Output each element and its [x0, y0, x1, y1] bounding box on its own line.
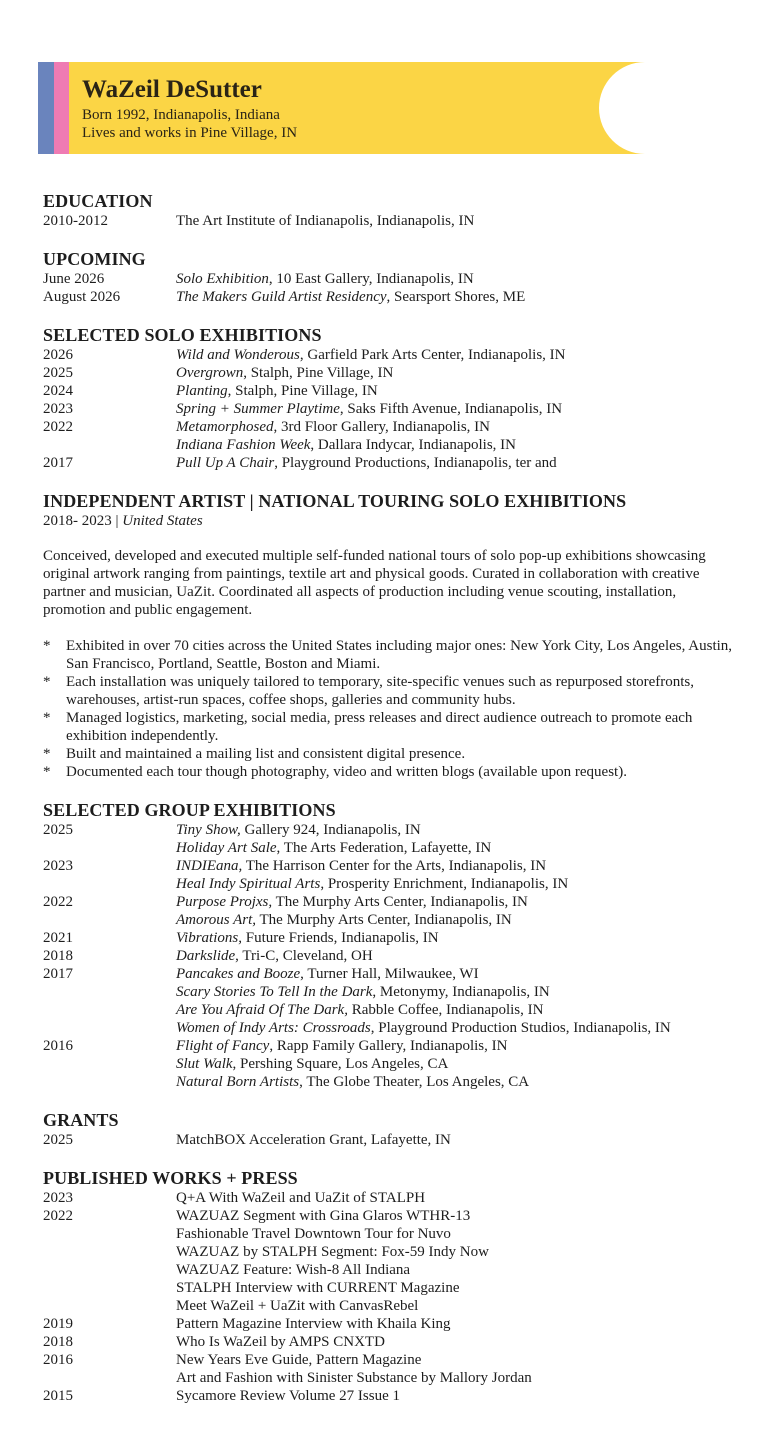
upcoming-section	[43, 248, 743, 306]
entry-year	[43, 436, 176, 454]
location: United States	[122, 513, 203, 529]
education-section	[43, 190, 743, 230]
entry-details: , Dallara Indycar, Indianapolis, IN	[310, 437, 516, 453]
entry-details: Who Is WaZeil by AMPS CNXTD	[176, 1334, 385, 1350]
entry-text	[176, 965, 479, 983]
entry-row	[43, 418, 743, 436]
entry-details: WAZUAZ Segment with Gina Glaros WTHR-13	[176, 1208, 471, 1224]
entry-details: Meet WaZeil + UaZit with CanvasRebel	[176, 1298, 419, 1314]
entry-details: The Art Institute of Indianapolis, Indianapolis, IN	[176, 213, 475, 229]
entry-details: MatchBOX Acceleration Grant, Lafayette, IN	[176, 1132, 451, 1148]
entry-row	[43, 1055, 743, 1073]
entry-year	[43, 1073, 176, 1091]
entry-details: The Murphy Arts Center, Indianapolis, IN	[272, 894, 528, 910]
entry-year: 2017	[43, 455, 73, 471]
entry-details: , Pershing Square, Los Angeles, CA	[232, 1056, 449, 1072]
entry-row	[43, 382, 743, 400]
entry-row	[43, 1207, 743, 1225]
entry-row	[43, 1243, 743, 1261]
section-heading: INDEPENDENT ARTIST | NATIONAL TOURING SOLO EXHIBITIONS	[43, 491, 627, 511]
entry-text	[176, 1279, 459, 1297]
entry-year: 2023	[43, 1190, 73, 1206]
entry-title: Vibrations,	[176, 930, 242, 946]
residence-info: Lives and works in Pine Village, IN	[82, 125, 298, 141]
entry-text	[176, 1001, 543, 1019]
entry-details: , Stalph, Pine Village, IN	[227, 383, 378, 399]
entry-details: , Saks Fifth Avenue, Indianapolis, IN	[339, 401, 563, 417]
entry-year: 2019	[43, 1316, 73, 1332]
entry-text	[176, 839, 491, 857]
entry-text	[176, 454, 557, 472]
entry-row	[43, 454, 743, 472]
entry-row	[43, 346, 743, 364]
entry-details: Rabble Coffee, Indianapolis, IN	[347, 1002, 544, 1018]
entry-details: , 10 East Gallery, Indianapolis, IN	[268, 271, 474, 287]
entry-details: , Prosperity Enrichment, Indianapolis, IN	[320, 876, 569, 892]
entry-title: Amorous Art,	[176, 912, 257, 928]
header-banner	[38, 62, 648, 154]
entry-text	[176, 1261, 410, 1279]
entry-details: The Murphy Arts Center, Indianapolis, IN	[256, 912, 512, 928]
date-range: 2018- 2023 |	[43, 513, 123, 529]
entry-text	[176, 1019, 671, 1037]
entry-year: 2016	[43, 1352, 73, 1368]
entry-title: Holiday Art Sale	[176, 840, 277, 856]
section-heading: EDUCATION	[43, 191, 153, 211]
entry-row	[43, 1189, 743, 1207]
entry-row	[43, 1297, 743, 1315]
blue-stripe	[38, 62, 54, 154]
entry-year: 2018	[43, 1334, 73, 1350]
entry-text	[176, 911, 512, 929]
entry-text	[176, 364, 393, 382]
entry-title: Indiana Fashion Week	[176, 437, 311, 453]
entry-text	[176, 1351, 421, 1369]
entry-year	[43, 983, 176, 1001]
entry-details: New Years Eve Guide, Pattern Magazine	[176, 1352, 422, 1368]
section-heading: SELECTED SOLO EXHIBITIONS	[43, 325, 322, 345]
bullet-item: * Each installation was uniquely tailored to temporary, site-specific venues such as repurposed storefronts, warehouses, artist-run spaces, coffee shops, galleries and community hubs.	[43, 673, 733, 709]
entry-row	[43, 821, 743, 839]
entry-text	[176, 270, 474, 288]
entry-title: Solo Exhibition	[176, 271, 269, 287]
entry-title: Wild and Wonderous	[176, 347, 300, 363]
entry-year: 2015	[43, 1388, 73, 1404]
entry-text	[176, 875, 568, 893]
entry-details: , Stalph, Pine Village, IN	[243, 365, 394, 381]
entry-year: 2022	[43, 894, 73, 910]
entry-title: Heal Indy Spiritual Arts	[176, 876, 321, 892]
entry-year: 2022	[43, 419, 73, 435]
entry-title: Flight of Fancy	[176, 1038, 270, 1054]
entry-details: , Playground Productions, Indianapolis, ter and	[274, 455, 557, 471]
birth-info: Born 1992, Indianapolis, Indiana	[82, 107, 280, 123]
section-heading: PUBLISHED WORKS + PRESS	[43, 1168, 298, 1188]
entry-year: 2024	[43, 383, 73, 399]
entry-row	[43, 1315, 743, 1333]
entry-row	[43, 983, 743, 1001]
section-heading: UPCOMING	[43, 249, 146, 269]
entry-details: Pattern Magazine Interview with Khaila King	[176, 1316, 451, 1332]
entry-text	[176, 288, 525, 306]
entry-text	[176, 1055, 448, 1073]
entry-year	[43, 1297, 176, 1315]
entry-year: 2023	[43, 858, 73, 874]
entry-text	[176, 821, 421, 839]
entry-title: The Makers Guild Artist Residency	[176, 289, 387, 305]
entry-title: Natural Born Artists	[176, 1074, 300, 1090]
entry-text	[176, 1207, 470, 1225]
section-heading: GRANTS	[43, 1110, 119, 1130]
entry-details: WAZUAZ by STALPH Segment: Fox-59 Indy Now	[176, 1244, 489, 1260]
entry-row	[43, 364, 743, 382]
entry-details: , Garfield Park Arts Center, Indianapolis, IN	[299, 347, 566, 363]
entry-year: 2017	[43, 966, 73, 982]
entry-row	[43, 1369, 743, 1387]
entry-details: , The Globe Theater, Los Angeles, CA	[299, 1074, 530, 1090]
entry-details: , Rapp Family Gallery, Indianapolis, IN	[269, 1038, 508, 1054]
entry-text	[176, 983, 550, 1001]
cv-content	[43, 190, 743, 1423]
touring-dates	[43, 512, 743, 530]
entry-details: , The Arts Federation, Lafayette, IN	[276, 840, 492, 856]
press-section	[43, 1167, 743, 1405]
entry-details: , Turner Hall, Milwaukee, WI	[300, 966, 479, 982]
entry-text	[176, 1297, 418, 1315]
entry-row	[43, 1225, 743, 1243]
entry-row	[43, 436, 743, 454]
entry-row	[43, 1387, 743, 1405]
entry-text	[176, 418, 490, 436]
entry-row	[43, 1351, 743, 1369]
entry-year: 2010-2012	[43, 213, 108, 229]
grants-section	[43, 1109, 743, 1149]
entry-row	[43, 400, 743, 418]
entry-year	[43, 1369, 176, 1387]
entry-text	[176, 947, 373, 965]
entry-row	[43, 875, 743, 893]
entry-row	[43, 212, 743, 230]
entry-title: Slut Walk	[176, 1056, 233, 1072]
section-heading: SELECTED GROUP EXHIBITIONS	[43, 800, 336, 820]
entry-text	[176, 1243, 489, 1261]
entry-year: 2025	[43, 365, 73, 381]
entry-row	[43, 270, 743, 288]
entry-row	[43, 1019, 743, 1037]
entry-row	[43, 1073, 743, 1091]
touring-description: Conceived, developed and executed multiple self-funded national tours of solo pop-up exhibitions showcasing original artwork ranging from paintings, textile art and physical goods. Curated in collaboration with creative partner and musician, UaZit. Coordinated all aspects of production including venue scouting, installation, promotion and public engagement.	[43, 548, 706, 618]
touring-section	[43, 490, 743, 781]
entry-text	[176, 1387, 400, 1405]
entry-details: The Harrison Center for the Arts, Indianapolis, IN	[242, 858, 547, 874]
entry-title: Pull Up A Chair	[176, 455, 275, 471]
entry-text	[176, 1189, 425, 1207]
entry-year	[43, 1279, 176, 1297]
entry-year: 2025	[43, 1132, 73, 1148]
entry-row	[43, 947, 743, 965]
entry-text	[176, 400, 562, 418]
entry-row	[43, 839, 743, 857]
entry-year	[43, 1019, 176, 1037]
entry-text	[176, 346, 566, 364]
entry-details: Art and Fashion with Sinister Substance by Mallory Jordan	[176, 1370, 532, 1386]
entry-title: Spring + Summer Playtime	[176, 401, 340, 417]
entry-details: Fashionable Travel Downtown Tour for Nuvo	[176, 1226, 451, 1242]
entry-text	[176, 893, 528, 911]
entry-row	[43, 911, 743, 929]
entry-details: WAZUAZ Feature: Wish-8 All Indiana	[176, 1262, 411, 1278]
entry-title: Pancakes and Booze	[176, 966, 301, 982]
entry-details: STALPH Interview with CURRENT Magazine	[176, 1280, 460, 1296]
entry-title: Women of Indy Arts: Crossroads	[176, 1020, 371, 1036]
entry-title: Are You Afraid Of The Dark,	[176, 1002, 348, 1018]
entry-title: Overgrown	[176, 365, 244, 381]
entry-year: June 2026	[43, 271, 105, 287]
entry-text	[176, 1225, 451, 1243]
entry-row	[43, 893, 743, 911]
entry-year: 2016	[43, 1038, 73, 1054]
entry-text	[176, 1073, 529, 1091]
entry-text	[176, 857, 546, 875]
entry-year: 2023	[43, 401, 73, 417]
bullet-item: * Documented each tour though photography, video and written blogs (available upon request).	[43, 763, 733, 781]
entry-year	[43, 1001, 176, 1019]
bullet-item: * Built and maintained a mailing list and consistent digital presence.	[43, 745, 733, 763]
entry-year	[43, 1243, 176, 1261]
entry-row	[43, 1037, 743, 1055]
entry-row	[43, 929, 743, 947]
entry-text	[176, 212, 474, 230]
entry-year: August 2026	[43, 289, 121, 305]
entry-details: Sycamore Review Volume 27 Issue 1	[176, 1388, 400, 1404]
entry-details: , Playground Production Studios, Indianapolis, IN	[370, 1020, 671, 1036]
entry-row	[43, 857, 743, 875]
entry-year: 2026	[43, 347, 73, 363]
entry-details: , Searsport Shores, ME	[386, 289, 526, 305]
entry-year	[43, 911, 176, 929]
pink-stripe	[54, 62, 69, 154]
entry-year: 2021	[43, 930, 73, 946]
entry-details: Future Friends, Indianapolis, IN	[241, 930, 439, 946]
entry-text	[176, 1369, 532, 1387]
group-exhibitions-section	[43, 799, 743, 1091]
entry-row	[43, 1131, 743, 1149]
entry-year: 2022	[43, 1208, 73, 1224]
entry-year	[43, 875, 176, 893]
bullet-item: * Exhibited in over 70 cities across the United States including major ones: New York City, Los Angeles, Austin, San Francisco, Portland, Seattle, Boston and Miami.	[43, 637, 733, 673]
entry-title: Darkslide	[176, 948, 236, 964]
entry-text	[176, 436, 516, 454]
bullet-item: * Managed logistics, marketing, social media, press releases and direct audience outreach to promote each exhibition independently.	[43, 709, 733, 745]
entry-details: Gallery 924, Indianapolis, IN	[240, 822, 421, 838]
entry-year	[43, 1261, 176, 1279]
entry-year	[43, 1225, 176, 1243]
entry-details: , Metonymy, Indianapolis, IN	[372, 984, 550, 1000]
entry-title: Scary Stories To Tell In the Dark	[176, 984, 373, 1000]
entry-row	[43, 965, 743, 983]
entry-text	[176, 382, 378, 400]
entry-text	[176, 1315, 451, 1333]
entry-details: , Tri-C, Cleveland, OH	[235, 948, 373, 964]
solo-exhibitions-section	[43, 324, 743, 472]
entry-text	[176, 929, 439, 947]
entry-row	[43, 288, 743, 306]
entry-text	[176, 1037, 507, 1055]
entry-text	[176, 1333, 385, 1351]
entry-year: 2018	[43, 948, 73, 964]
entry-row	[43, 1279, 743, 1297]
entry-text	[176, 1131, 451, 1149]
entry-details: , 3rd Floor Gallery, Indianapolis, IN	[273, 419, 490, 435]
entry-title: Purpose Projxs,	[176, 894, 273, 910]
artist-name: WaZeil DeSutter	[82, 76, 262, 103]
entry-year: 2025	[43, 822, 73, 838]
entry-details: Q+A With WaZeil and UaZit of STALPH	[176, 1190, 426, 1206]
entry-title: Tiny Show,	[176, 822, 241, 838]
entry-year	[43, 1055, 176, 1073]
entry-title: INDIEana,	[176, 858, 243, 874]
entry-row	[43, 1333, 743, 1351]
entry-title: Metamorphosed	[176, 419, 274, 435]
entry-year	[43, 839, 176, 857]
entry-row	[43, 1261, 743, 1279]
entry-row	[43, 1001, 743, 1019]
touring-bullets	[43, 637, 733, 781]
entry-title: Planting	[176, 383, 228, 399]
